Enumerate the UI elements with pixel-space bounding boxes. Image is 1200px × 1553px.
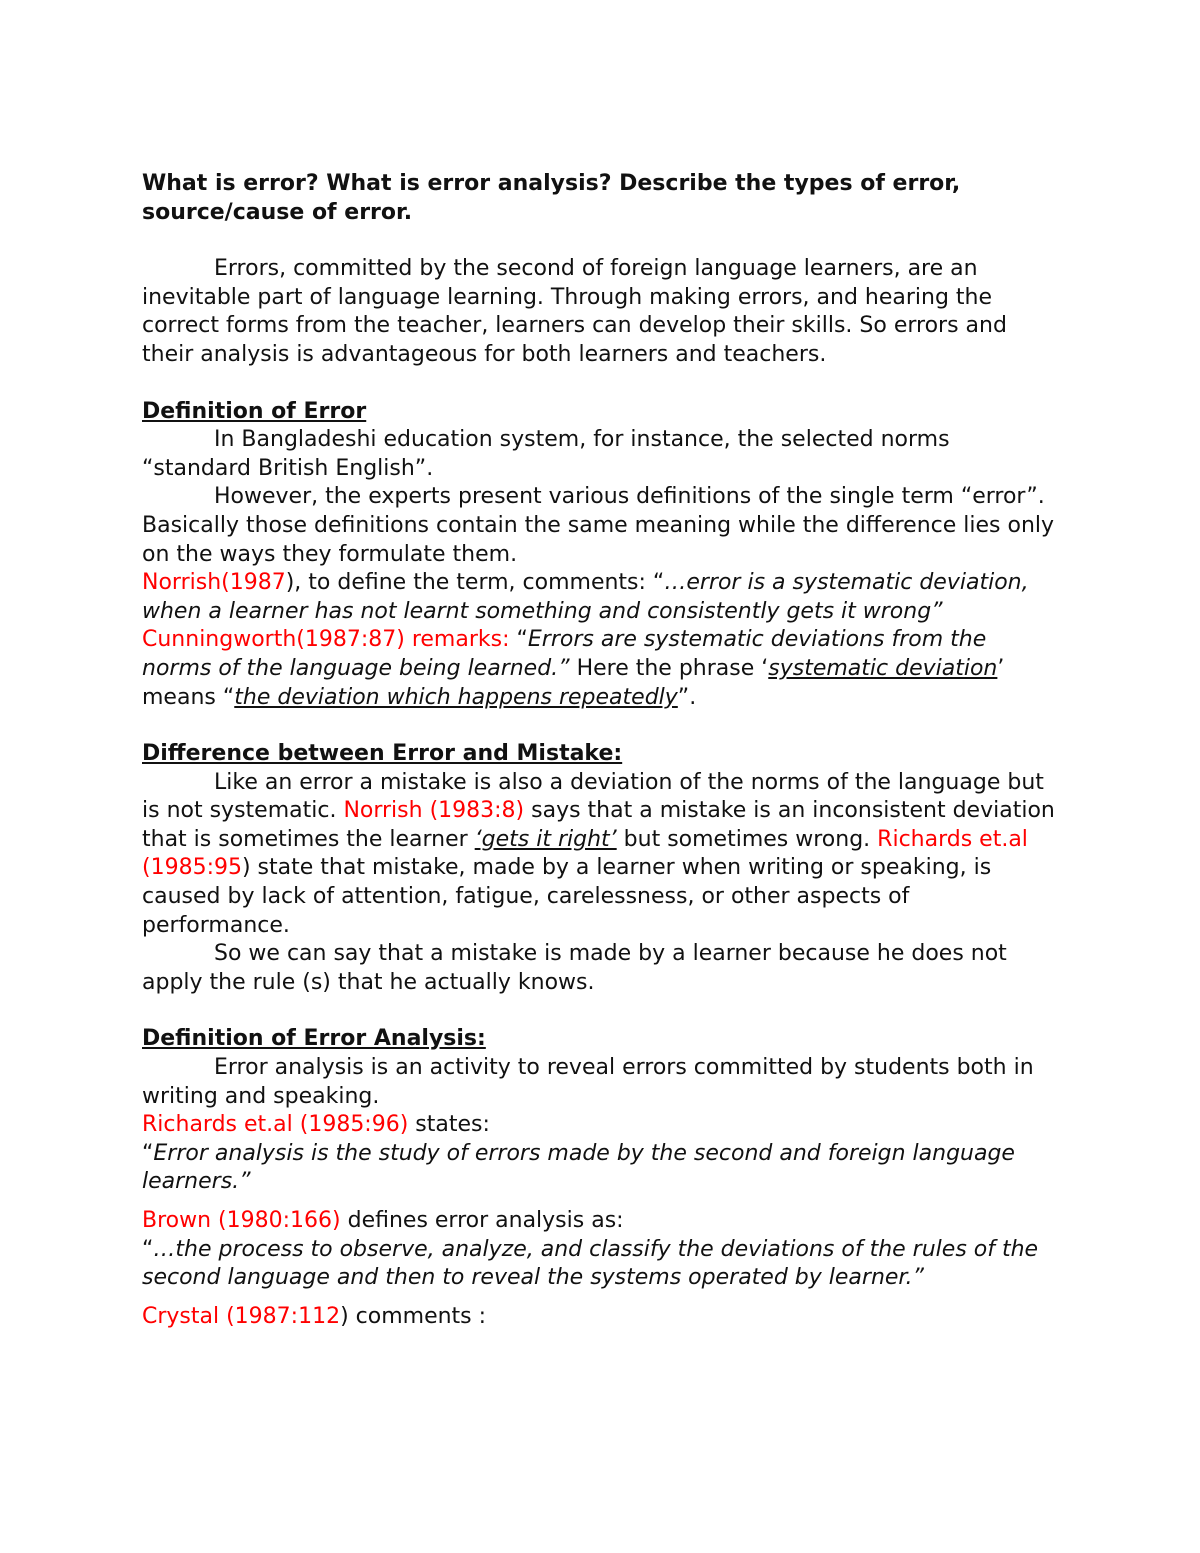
systematic-deviation-phrase: systematic deviation	[768, 655, 998, 681]
difference-text-4: ) state that mistake, made by a learner when writing or speaking, is caused by lack of attention, fatigue, carelessness, or other aspects of performance.	[142, 855, 992, 938]
crystal-comments-text: ) comments :	[340, 1303, 487, 1329]
brown-defines-text: defines error analysis as:	[340, 1208, 624, 1233]
richards-1985-96-citation: Richards et.al (1985:96)	[142, 1112, 409, 1138]
crystal-citation: Crystal (1987:112	[142, 1303, 341, 1329]
analysis-paragraph-1: Error analysis is an activity to reveal errors committed by students both in writing and speaking.	[142, 1055, 1034, 1109]
norrish-text: ), to define the term, comments: “	[285, 570, 665, 596]
cunningworth-open-quote: “	[509, 627, 528, 653]
richards-states-line	[142, 1111, 1060, 1140]
crystal-comments-line	[142, 1303, 1060, 1332]
cunningworth-text-1: Here the phrase ‘	[569, 655, 769, 681]
norrish-citation: Norrish(1987	[142, 570, 286, 596]
deviation-repeatedly-phrase: the deviation which happens repeatedly	[234, 684, 678, 710]
richards-states-text: states:	[408, 1112, 490, 1138]
cunningworth-citation: Cunningworth(1987:87) remarks:	[142, 627, 510, 653]
intro-paragraph: Errors, committed by the second of foreign language learners, are an inevitable part of language learning. Through making errors, and hearing the correct forms from the teacher, learners can develop their skills. So errors and their analysis is advantageous for both learners and teachers.	[142, 256, 1007, 367]
heading-definition-of-error-analysis: Definition of Error Analysis:	[142, 1026, 486, 1052]
difference-text-2: says that a mistake is an inconsistent deviation that is sometimes the learner	[142, 798, 1055, 852]
definition-error-paragraph-1: In Bangladeshi education system, for instance, the selected norms “standard British English”.	[142, 427, 950, 481]
cunningworth-text-3: ”.	[677, 684, 697, 710]
norrish-definition	[142, 569, 1060, 626]
richards-quote: Error analysis is the study of errors made by the second and foreign language learners.”	[142, 1140, 1015, 1195]
definition-error-paragraph-2: However, the experts present various definitions of the single term “error”. Basically those definitions contain the same meaning while the difference lies only on the ways they formulate them.	[142, 484, 1055, 567]
richards-quote-paragraph	[142, 1140, 1060, 1197]
gets-it-right-phrase: ‘gets it right’	[474, 826, 617, 852]
richards-1985-95-citation: Richards et.al (1985:95	[142, 826, 1028, 881]
difference-text-3: but sometimes wrong.	[616, 826, 878, 852]
brown-defines-line	[142, 1207, 1060, 1236]
heading-difference-error-mistake: Difference between Error and Mistake:	[142, 741, 623, 767]
difference-paragraph-2: So we can say that a mistake is made by a learner because he does not apply the rule (s) that he actually knows.	[142, 941, 1007, 995]
difference-text-1: Like an error a mistake is also a deviation of the norms of the language but is not systematic.	[142, 769, 1044, 824]
norrish-1983-citation: Norrish (1983:8)	[343, 798, 525, 824]
cunningworth-definition	[142, 626, 1060, 712]
richards-open-quote: “	[142, 1140, 154, 1166]
cunningworth-quote: Errors are systematic deviations from the norms of the language being learned.”	[142, 627, 987, 681]
heading-definition-of-error: Definition of Error	[142, 398, 367, 424]
cunningworth-text-2: ’ means “	[142, 655, 1005, 710]
document-title: What is error? What is error analysis? Describe the types of error, source/cause of error.	[142, 171, 961, 225]
brown-quote: …the process to observe, analyze, and classify the deviations of the rules of the second language and then to reveal the systems operated by learner.”	[142, 1236, 1039, 1291]
brown-open-quote: “	[142, 1236, 154, 1262]
norrish-quote: …error is a systematic deviation, when a learner has not learnt something and consistently gets it wrong”	[142, 570, 1029, 624]
brown-quote-paragraph	[142, 1236, 1060, 1293]
difference-paragraph-1	[142, 769, 1060, 941]
brown-citation: Brown (1980:166)	[142, 1208, 341, 1233]
